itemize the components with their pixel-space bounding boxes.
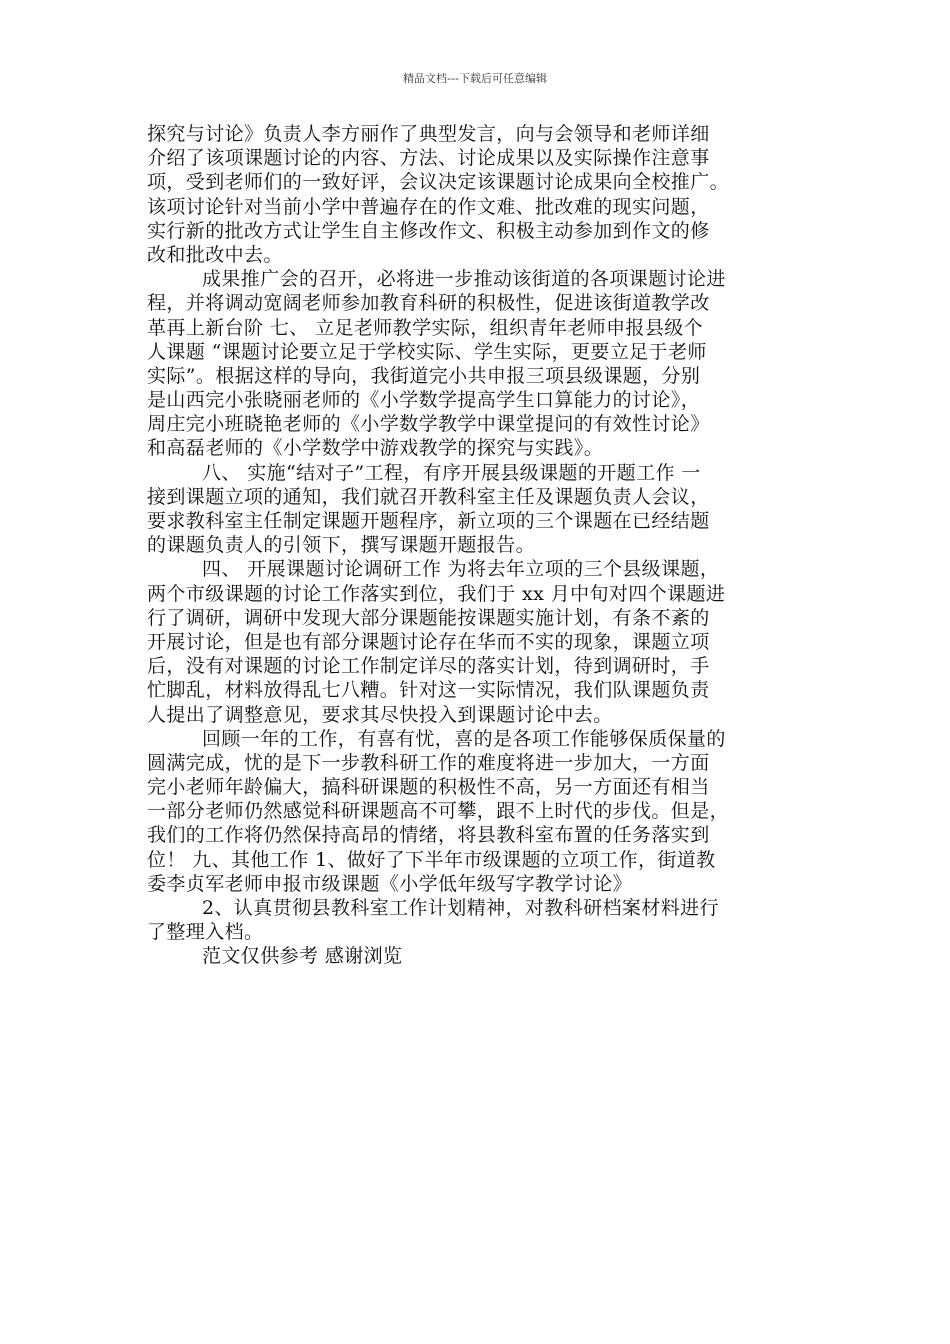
text-line: 圆满完成，忧的是下一步教科研工作的难度将进一步加大，一方面 (147, 751, 710, 774)
text-line: 革再上新台阶 七、 立足老师教学实际，组织青年老师申报县级个 (147, 316, 704, 339)
text-line: 位！ 九、其他工作 1、做好了下半年市级课题的立项工作，街道教 (147, 848, 716, 871)
text-line: 是山西完小张晓丽老师的《小学数学提高学生口算能力的讨论》， (147, 389, 701, 412)
text-line: 介绍了该项课题讨论的内容、方法、讨论成果以及实际操作注意事 (147, 147, 710, 170)
text-line: 和高磊老师的《小学数学中游戏教学的探究与实践》。 (147, 437, 604, 460)
text-line: 程，并将调动宽阔老师参加教育科研的积极性，促进该街道教学改 (147, 292, 710, 315)
text-line: 改和批改中去。 (147, 243, 283, 266)
text-line: 项，受到老师们的一致好评，会议决定该课题讨论成果向全校推广。 (147, 171, 730, 194)
text-line: 四、 开展课题讨论调研工作 为将去年立项的三个县级课题， (202, 558, 720, 581)
text-line: 人提出了调整意见，要求其尽快投入到课题讨论中去。 (147, 703, 613, 726)
text-line: 行了调研，调研中发现大部分课题能按课题实施计划，有条不紊的 (147, 606, 710, 629)
text-line: 的课题负责人的引领下，撰写课题开题报告。 (147, 534, 536, 557)
text-line: 忙脚乱，材料放得乱七八糟。针对这一实际情况，我们队课题负责 (147, 679, 710, 702)
text-line: 两个市级课题的讨论工作落实到位，我们于 xx 月中旬对四个课题进 (147, 582, 726, 605)
text-line: 该项讨论针对当前小学中普遍存在的作文难、批改难的现实问题， (147, 195, 710, 218)
text-line: 要求教科室主任制定课题开题程序，新立项的三个课题在已经结题 (147, 510, 710, 532)
text-line: 探究与讨论》负责人李方丽作了典型发言，向与会领导和老师详细 (147, 123, 710, 145)
text-line: 实行新的批改方式让学生自主修改作文、积极主动参加到作文的修 (147, 219, 710, 242)
text-line: 人课题 “课题讨论要立足于学校实际、学生实际，更要立足于老师 (147, 340, 707, 363)
text-line: 后，没有对课题的讨论工作制定详尽的落实计划，待到调研时，手 (147, 655, 710, 678)
text-line: 实际”。根据这样的导向，我街道完小共申报三项县级课题，分别 (147, 364, 701, 387)
text-line: 一部分老师仍然感觉科研课题高不可攀，跟不上时代的步伐。但是， (147, 800, 730, 823)
text-line: 周庄完小班晓艳老师的《小学数学教学中课堂提问的有效性讨论》 (147, 413, 710, 436)
text-line: 我们的工作将仍然保持高昂的情绪，将县教科室布置的任务落实到 (147, 824, 710, 847)
text-line: 完小老师年龄偏大，搞科研课题的积极性不高，另一方面还有相当 (147, 776, 710, 799)
page-header: 精品文档---下载后可任意编辑 (403, 72, 547, 85)
text-line: 2、认真贯彻县教科室工作计划精神，对教科研档案材料进行 (202, 897, 719, 919)
text-line: 了整理入档。 (147, 921, 264, 944)
text-line: 八、 实施“结对子”工程，有序开展县级课题的开题工作 一 (202, 461, 701, 484)
text-line: 回顾一年的工作，有喜有忧，喜的是各项工作能够保质保量的 (202, 727, 726, 750)
text-line: 接到课题立项的通知，我们就召开教科室主任及课题负责人会议， (147, 485, 710, 508)
text-line: 成果推广会的召开，必将进一步推动该街道的各项课题讨论进 (202, 268, 726, 291)
text-line: 范文仅供参考 感谢浏览 (202, 945, 403, 968)
text-line: 委李贞军老师申报市级课题《小学低年级写字教学讨论》 (147, 872, 633, 895)
document-body (147, 122, 813, 969)
text-line: 开展讨论，但是也有部分课题讨论存在华而不实的现象，课题立项 (147, 630, 710, 653)
